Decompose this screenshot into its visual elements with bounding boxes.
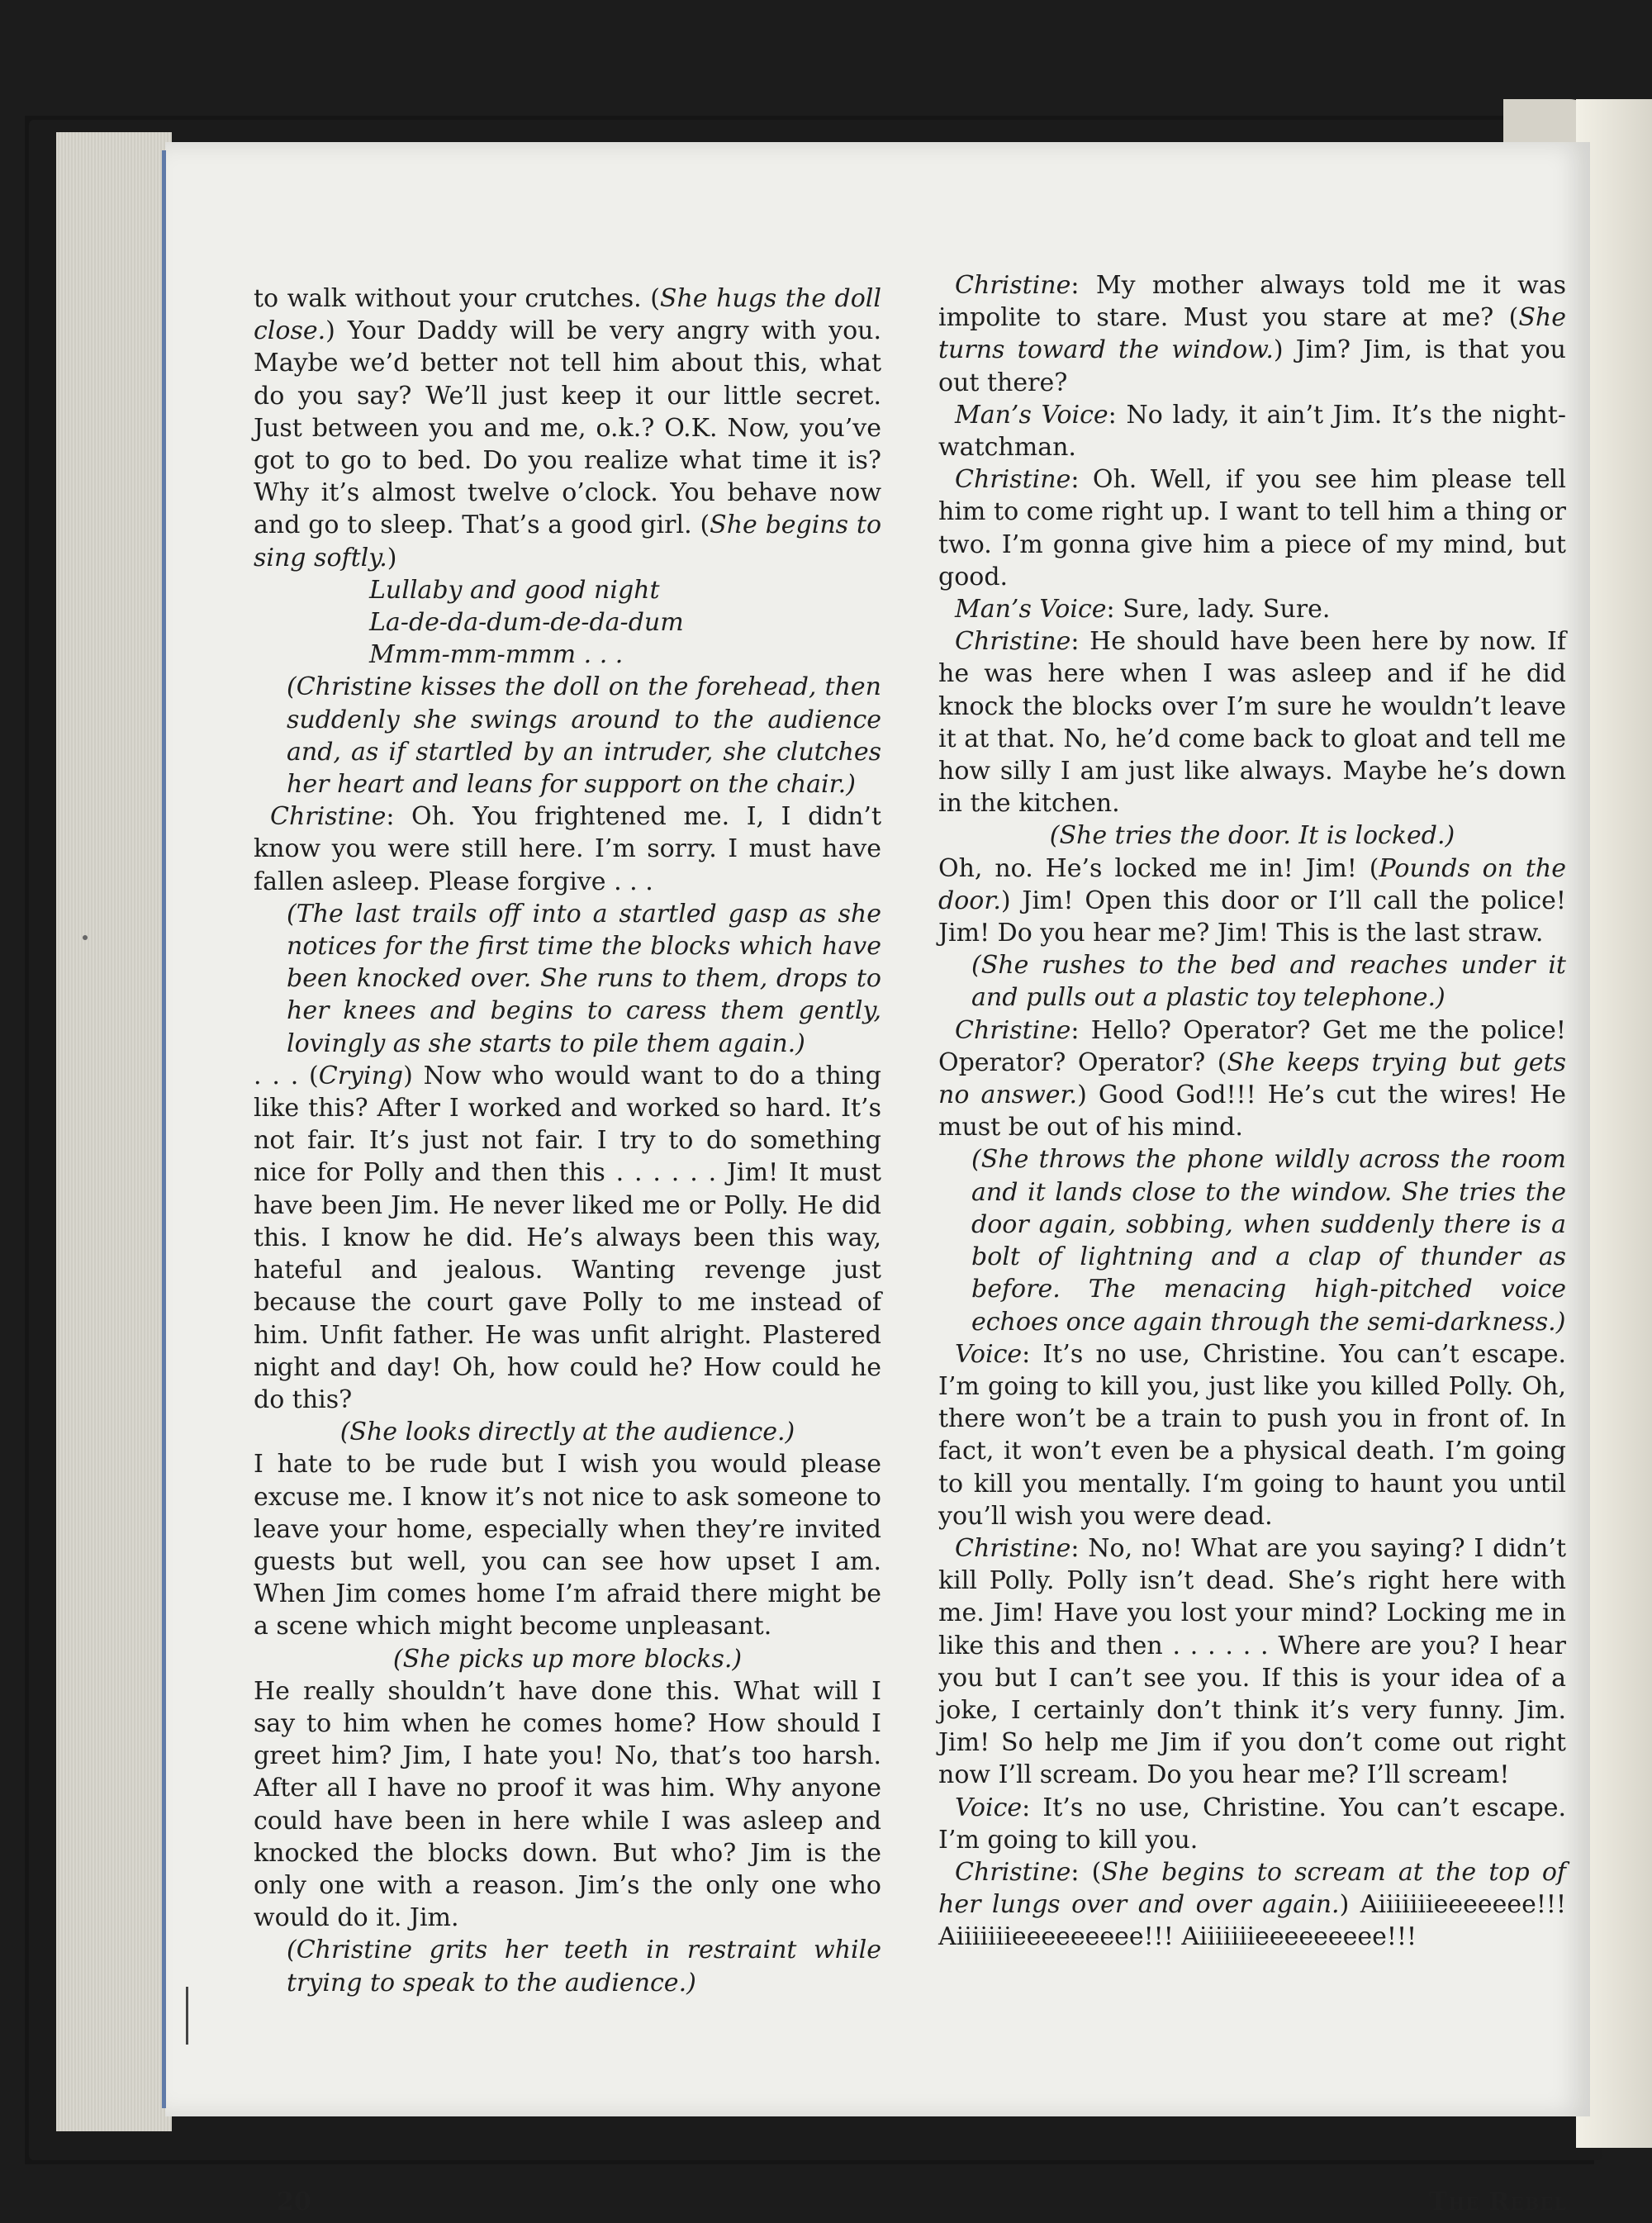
text-paragraph xyxy=(254,1675,881,1935)
dialogue-line xyxy=(938,1532,1566,1792)
dialogue-text: Oh, no. He’s locked me in! Jim! ( xyxy=(938,853,1379,883)
book-page xyxy=(165,142,1590,2216)
text-paragraph xyxy=(254,1060,881,1416)
stage-direction-text: (She looks directly at the audience.) xyxy=(339,1418,795,1447)
dialogue-text: He really shouldn’t have done this. What will I say to him when he comes home? How should I greet him? Jim, I hate you! No, that’s too harsh. After all I have no proof it was him. Why anyone could have been in here while I was asleep and knocked the blocks down. But who? Jim is the only one with a reason. Jim’s the only one who would do it. Jim. xyxy=(254,1676,881,1933)
stage-direction-text: (She picks up more blocks.) xyxy=(392,1644,743,1674)
margin-tick xyxy=(186,1987,188,2045)
dialogue-text: : Oh. Well, if you see him please tell him to come right up. I want to tell him a thing or two. I’m gonna give him a piece of my mind, but good. xyxy=(938,465,1566,591)
dialogue-line xyxy=(938,269,1566,399)
margin-mark xyxy=(83,935,88,940)
dialogue-line xyxy=(938,1338,1566,1532)
dialogue-line xyxy=(938,1792,1566,1856)
dialogue-text: I hate to be rude but I wish you would please excuse me. I know it’s not nice to ask someone to leave your home, especially when they’re invited guests but well, you can see how upset I am. When Jim comes home I’m afraid there might be a scene which might become unpleasant. xyxy=(254,1450,881,1641)
text-paragraph xyxy=(938,853,1566,950)
dialogue-line xyxy=(938,593,1566,625)
dialogue-text: : He should have been here by now. If he was here when I was asleep and if he did knock the blocks over I’m sure he wouldn’t leave it at that. No, he’d come back to gloat and tell me how silly I am just like always. Maybe he’s down in the kitchen. xyxy=(938,627,1566,819)
page-number: 20 xyxy=(277,2187,311,2216)
running-title: The Rebel xyxy=(1428,2187,1567,2216)
dialogue-line xyxy=(938,1856,1566,1954)
inline-direction: Pounds on the door. xyxy=(938,853,1566,915)
dialogue-text: ) Now who would want to do a thing like this? After I worked and worked so hard. It’s not fair. It’s just not fair. I try to do something nice for Polly and then this . . . . . . Jim! It must have been Jim. He never liked me or Polly. He did this. I know he did. He’s always been this way, hateful and jealous. Wanting revenge just because the court gave Polly to me instead of him. Unfit father. He was unfit alright. Plastered night and day! Oh, how could he? How could he do this? xyxy=(254,1061,881,1414)
dialogue-text: : Sure, lady. Sure. xyxy=(1106,595,1331,625)
stage-direction: (She rushes to the bed and reaches under it and pulls out a plastic toy telephone.) xyxy=(971,951,1566,1013)
dialogue-text: : Oh. You frightened me. I, I didn’t know you were still here. I’m sorry. I must have fallen asleep. Please forgive . . . xyxy=(254,802,881,896)
dialogue-line xyxy=(254,800,881,898)
stage-direction-text: (She tries the door. It is locked.) xyxy=(1049,821,1455,851)
dialogue-text: : My mother always told me it was impolite to stare. Must you stare at me? ( xyxy=(938,271,1566,333)
speaker-name: Christine xyxy=(955,271,1071,300)
right-text-column xyxy=(938,269,1566,1954)
speaker-name: Voice xyxy=(955,1793,1023,1822)
lyric-line: Mmm-mm-mmm . . . xyxy=(369,640,624,670)
speaker-name: Christine xyxy=(270,802,387,832)
inline-direction: Crying xyxy=(318,1061,404,1090)
dialogue-line xyxy=(938,463,1566,593)
stage-direction-centered xyxy=(254,1416,881,1448)
dialogue-text: ) xyxy=(387,543,397,572)
lyric-line: La-de-da-dum-de-da-dum xyxy=(369,608,684,638)
speaker-name: Christine xyxy=(955,1857,1071,1887)
speaker-name: Christine xyxy=(955,465,1071,495)
stage-direction: (Christine grits her teeth in restraint while trying to speak to the audience.) xyxy=(287,1936,881,1997)
speaker-name: Christine xyxy=(955,627,1071,657)
dialogue-text: ) Aiiiiiiieeeeeee!!! Aiiiiiiieeeeeeeee!!! Aiiiiiiieeeeeeeee!!! xyxy=(938,1890,1567,1952)
dialogue-text: : It’s no use, Christine. You can’t escape. I’m going to kill you, just like you killed Polly. Oh, there won’t be a train to push you in front of. In fact, it won’t even be a physical death. I’m going to kill you mentally. I‘m going to haunt you until you’ll wish you were dead. xyxy=(938,1339,1566,1531)
speaker-name: Christine xyxy=(955,1015,1071,1045)
inline-direction: She keeps trying but gets no answer. xyxy=(938,1047,1567,1110)
stage-direction-centered xyxy=(938,819,1566,852)
speaker-name: Man’s Voice xyxy=(955,595,1107,625)
speaker-name: Man’s Voice xyxy=(955,400,1108,430)
dialogue-text: . . . ( xyxy=(254,1061,319,1090)
lyric-line: Lullaby and good night xyxy=(369,575,660,605)
dialogue-line xyxy=(938,1014,1566,1144)
dialogue-text: : Hello? Operator? Get me the police! Operator? Operator? ( xyxy=(938,1015,1566,1077)
dialogue-text: ) Jim? Jim, is that you out there? xyxy=(938,335,1566,397)
dialogue-text: ) Good God!!! He’s cut the wires! He must be out of his mind. xyxy=(938,1081,1566,1142)
left-text-column xyxy=(254,283,881,1999)
stage-direction: (The last trails off into a startled gasp as she notices for the first time the blocks which have been knocked over. She runs to them, drops to her knees and begins to caress them gently, lovingly as she starts to pile them again.) xyxy=(287,899,881,1058)
dialogue-text: to walk without your crutches. ( xyxy=(254,284,660,313)
text-paragraph xyxy=(254,283,881,574)
dialogue-text: : No, no! What are you saying? I didn’t kill Polly. Polly isn’t dead. She’s right here with me. Jim! Have you lost your mind? Locking me in like this and then . . . . . . Where are you? I hear you but I can’t see you. If this is your idea of a joke, I certainly don’t think it’s very funny. Jim. Jim! So help me Jim if you don’t come out right now I’ll scream. Do you hear me? I’ll scream! xyxy=(938,1533,1566,1790)
speaker-name: Christine xyxy=(955,1533,1071,1563)
speaker-name: Voice xyxy=(955,1339,1023,1369)
text-paragraph xyxy=(254,1448,881,1642)
dialogue-text: ) Your Daddy will be very angry with you. Maybe we’d better not tell him about this, what do you say? We’ll just keep it our little secret. Just between you and me, o.k.? O.K. Now, you’ve got to go to bed. Do you realize what time it is? Why it’s almost twelve o’clock. You behave now and go to sleep. That’s a good girl. ( xyxy=(254,316,881,540)
dialogue-text: : No lady, it ain’t Jim. It’s the night-watchman. xyxy=(938,400,1566,463)
inline-direction: She turns toward the window. xyxy=(938,303,1566,365)
dialogue-text: : ( xyxy=(1070,1857,1102,1887)
dialogue-text: ) Jim! Open this door or I’ll call the police! Jim! Do you hear me? Jim! This is the last straw. xyxy=(938,886,1566,948)
gutter-line xyxy=(162,150,166,2108)
page-edges xyxy=(56,132,172,2131)
inline-direction: She begins to sing softly. xyxy=(254,511,882,572)
stage-direction: (Christine kisses the doll on the forehead, then suddenly she swings around to the audience and, as if startled by an intruder, she clutches her heart and leans for support on the chair.) xyxy=(287,672,881,800)
inline-direction: She begins to scream at the top of her lungs over and over again. xyxy=(938,1857,1566,1920)
dialogue-text: : It’s no use, Christine. You can’t escape. I’m going to kill you. xyxy=(938,1793,1566,1855)
stage-direction: (She throws the phone wildly across the room and it lands close to the window. She tries the door again, sobbing, when suddenly there is a bolt of lightning and a clap of thunder as before. The menacing high-pitched voice echoes once again through the semi-darkness.) xyxy=(971,1145,1566,1337)
dialogue-line xyxy=(938,625,1566,819)
dialogue-line xyxy=(938,399,1566,463)
inline-direction: She hugs the doll close. xyxy=(254,284,881,346)
stage-direction-centered xyxy=(254,1643,881,1675)
